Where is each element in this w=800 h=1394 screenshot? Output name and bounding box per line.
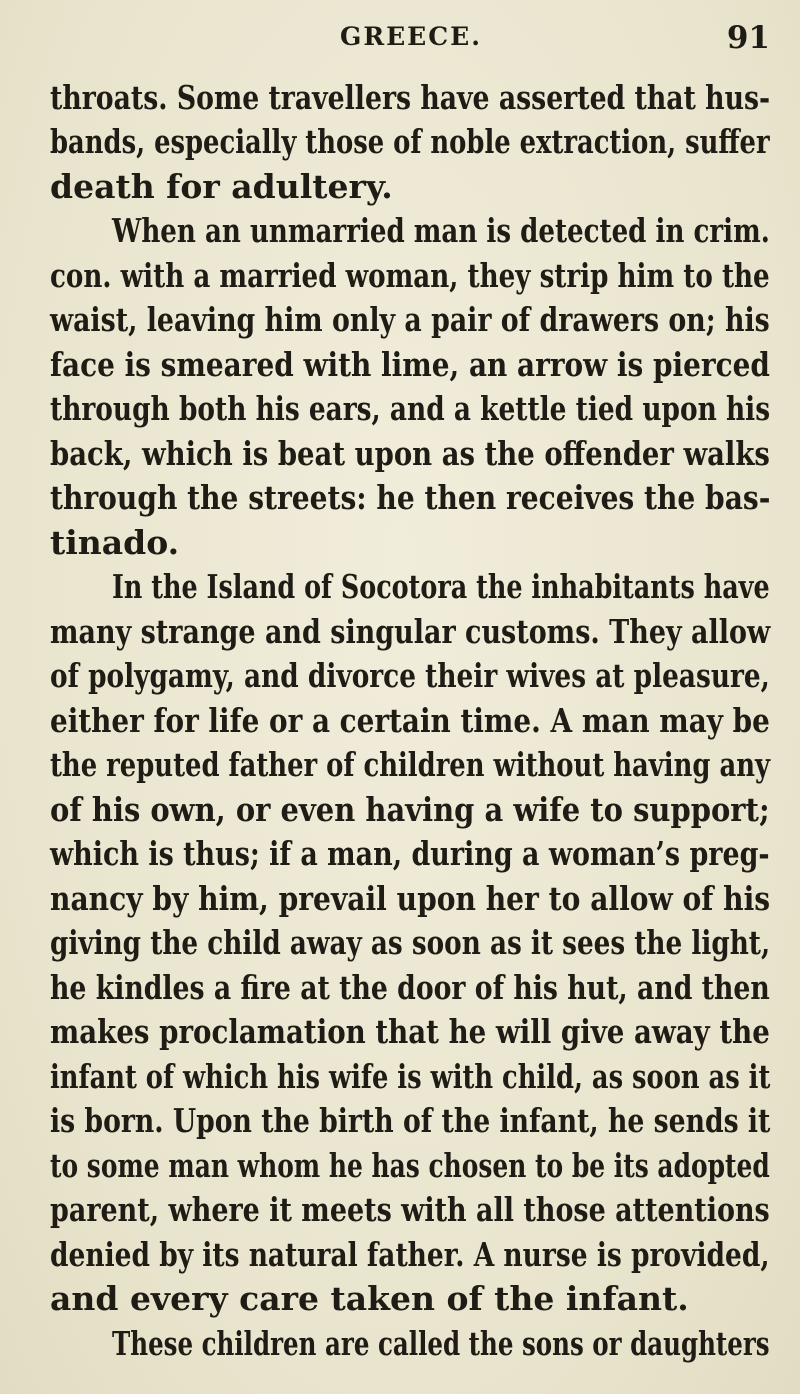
text-line xyxy=(0,1322,800,1366)
text-line-content: throats. Some travellers have asserted that hus- xyxy=(50,78,771,117)
text-line xyxy=(0,699,800,743)
running-title: GREECE. xyxy=(340,22,482,51)
text-line-content: many strange and singular customs. They allow xyxy=(50,612,771,651)
text-line xyxy=(0,1099,800,1143)
text-line-content: These children are called the sons or daughters xyxy=(112,1324,770,1363)
text-line xyxy=(0,921,800,965)
text-line xyxy=(0,966,800,1010)
text-line-content: makes proclamation that he will give away the xyxy=(50,1012,770,1051)
text-line-content: he kindles a fire at the door of his hut, and then xyxy=(50,968,770,1007)
text-line-content: infant of which his wife is with child, as soon as it xyxy=(50,1057,771,1096)
text-line-content: waist, leaving him only a pair of drawers on; his xyxy=(50,300,770,339)
text-line-content: the reputed father of children without having any xyxy=(50,745,771,784)
page-header xyxy=(0,22,800,62)
text-line xyxy=(0,1055,800,1099)
page-number: 91 xyxy=(726,20,770,56)
text-line xyxy=(0,832,800,876)
text-line-content: back, which is beat upon as the offender walks xyxy=(50,434,770,473)
text-line-content: tinado. xyxy=(50,523,180,562)
text-line-content: giving the child away as soon as it sees the light, xyxy=(50,923,771,962)
text-line xyxy=(0,1010,800,1054)
text-line xyxy=(0,298,800,342)
text-line xyxy=(0,610,800,654)
text-line-content: parent, where it meets with all those attentions xyxy=(50,1190,770,1229)
text-line-content: nancy by him, prevail upon her to allow of his xyxy=(50,879,771,918)
text-line xyxy=(0,432,800,476)
text-line xyxy=(0,209,800,253)
text-line-content: denied by its natural father. A nurse is provided, xyxy=(50,1235,770,1274)
text-line xyxy=(0,120,800,164)
text-line xyxy=(0,76,800,120)
text-line-content: of polygamy, and divorce their wives at pleasure, xyxy=(50,656,770,695)
text-line xyxy=(0,521,800,565)
text-line-content: bands, especially those of noble extraction, suffer xyxy=(50,122,770,161)
text-line-content: face is smeared with lime, an arrow is pierced xyxy=(50,345,770,384)
text-line xyxy=(0,165,800,209)
text-line-content: which is thus; if a man, during a woman’s preg- xyxy=(50,834,770,873)
text-line-content: of his own, or even having a wife to support; xyxy=(50,790,770,829)
text-line xyxy=(0,877,800,921)
text-line xyxy=(0,743,800,787)
text-line xyxy=(0,565,800,609)
text-line-content: to some man whom he has chosen to be its adopted xyxy=(50,1146,770,1185)
text-line xyxy=(0,343,800,387)
text-line xyxy=(0,1233,800,1277)
text-line-content: either for life or a certain time. A man may be xyxy=(50,701,770,740)
text-line xyxy=(0,1144,800,1188)
text-line-content: is born. Upon the birth of the infant, he sends it xyxy=(50,1101,771,1140)
text-line-content: through the streets: he then receives the bas- xyxy=(50,478,771,517)
text-line-content: through both his ears, and a kettle tied upon his xyxy=(50,389,771,428)
text-line xyxy=(0,788,800,832)
text-line-content: and every care taken of the infant. xyxy=(50,1279,689,1318)
text-line xyxy=(0,476,800,520)
text-line xyxy=(0,387,800,431)
text-line-content: When an unmarried man is detected in crim. xyxy=(112,211,770,250)
text-line xyxy=(0,254,800,298)
text-line xyxy=(0,1277,800,1321)
text-line-content: death for adultery. xyxy=(50,167,393,206)
text-line xyxy=(0,654,800,698)
text-line-content: con. with a married woman, they strip him to the xyxy=(50,256,770,295)
text-line-content: In the Island of Socotora the inhabitants have xyxy=(112,567,770,606)
text-line xyxy=(0,1188,800,1232)
